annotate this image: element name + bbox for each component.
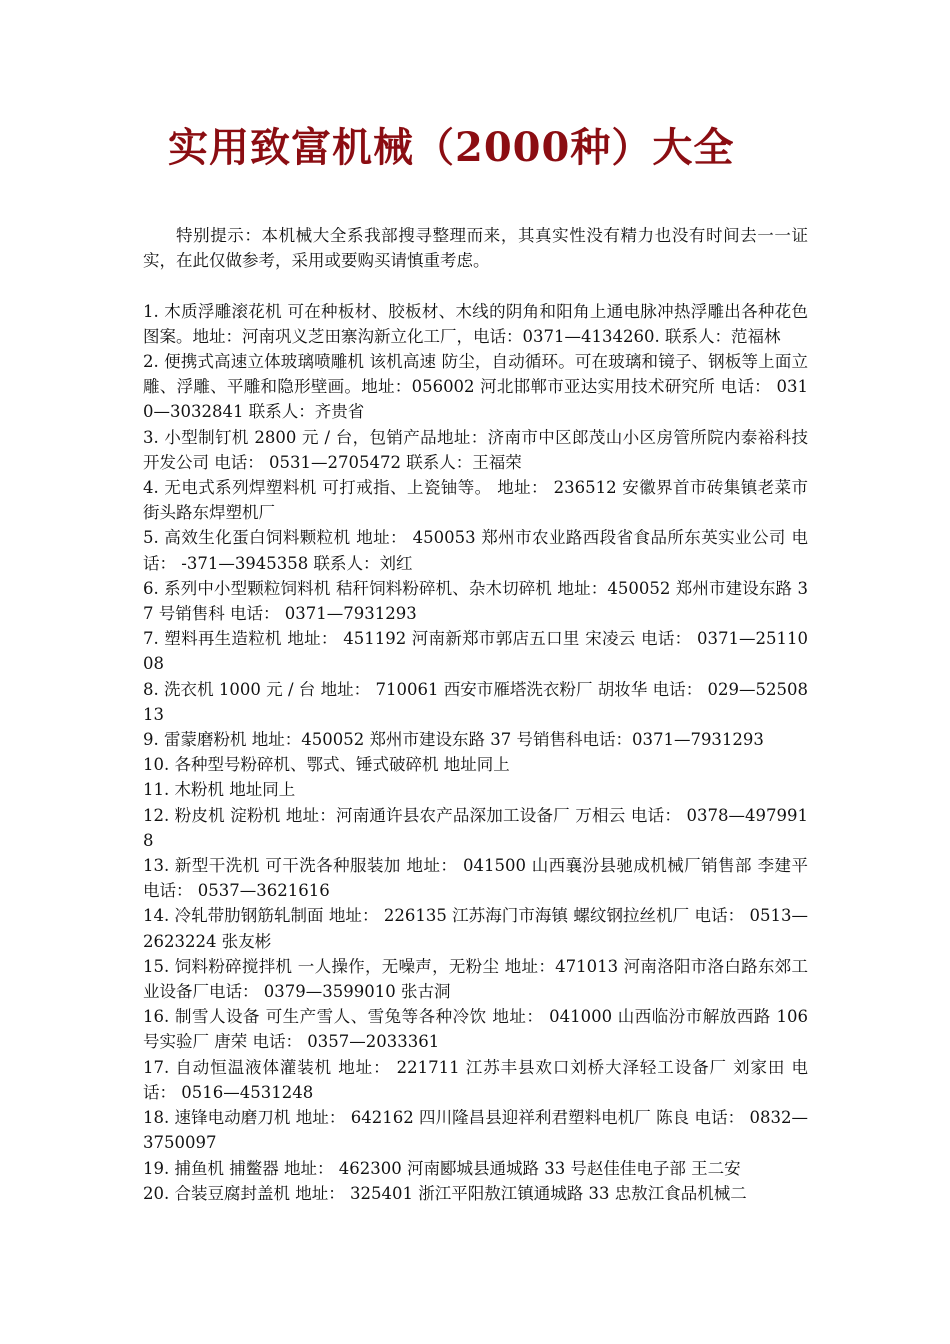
list-item: 10. 各种型号粉碎机、鄂式、锤式破碎机 地址同上 bbox=[143, 755, 510, 775]
list-item: 7. 塑料再生造粒机 地址： 451192 河南新郑市郭店五口里 宋凌云 电话： 0371—2511008 bbox=[143, 629, 808, 674]
document-title: 实用致富机械（2000种）大全 bbox=[168, 124, 735, 171]
list-item: 6. 系列中小型颗粒饲料机 秸秆饲料粉碎机、杂木切碎机 地址：450052 郑州市建设东路 37 号销售科 电话： 0371—7931293 bbox=[143, 578, 808, 624]
list-item: 4. 无电式系列焊塑料机 可打戒指、上瓷铀等。 地址： 236512 安徽界首市砖集镇老菜市街头路东焊塑机厂 bbox=[143, 478, 808, 523]
list-item: 12. 粉皮机 淀粉机 地址：河南通许县农产品深加工设备厂 万相云 电话： 0378—4979918 bbox=[143, 805, 808, 850]
list-item: 3. 小型制钉机 2800 元 / 台，包销产品地址：济南市中区郎茂山小区房管所院内泰裕科技开发公司 电话： 0531—2705472 联系人：王福荣 bbox=[143, 427, 808, 472]
list-item: 11. 木粉机 地址同上 bbox=[143, 780, 296, 800]
list-item: 5. 高效生化蛋白饲料颗粒机 地址： 450053 郑州市农业路西段省食品所东英实业公司 电话： -371—3945358 联系人：刘红 bbox=[143, 528, 808, 573]
document-body bbox=[143, 223, 808, 1206]
list-item: 13. 新型干洗机 可干洗各种服装加 地址： 041500 山西襄汾县驰成机械厂销售部 李建平 电话： 0537—3621616 bbox=[143, 856, 808, 901]
list-item: 14. 冷轧带肋钢筋轧制面 地址： 226135 江苏海门市海镇 螺纹钢拉丝机厂 电话： 0513—2623224 张友彬 bbox=[143, 906, 808, 951]
list-item: 20. 合装豆腐封盖机 地址： 325401 浙江平阳敖江镇通城路 33 忠敖江食品机械二 bbox=[143, 1183, 747, 1203]
list-item: 2. 便携式高速立体玻璃喷雕机 该机高速 防尘，自动循环。可在玻璃和镜子、钢板等上面立雕、浮雕、平雕和隐形壁画。地址：056002 河北邯郸市亚达实用技术研究所 电话： 0310—3032841 联系人：齐贵省 bbox=[143, 352, 808, 422]
list-item: 9. 雷蒙磨粉机 地址：450052 郑州市建设东路 37 号销售科电话：0371—7931293 bbox=[143, 730, 764, 750]
machine-list bbox=[143, 299, 808, 1206]
list-item: 8. 洗衣机 1000 元 / 台 地址： 710061 西安市雁塔洗衣粉厂 胡妆华 电话： 029—5250813 bbox=[143, 679, 808, 724]
paragraph-spacer bbox=[143, 273, 808, 298]
list-item: 1. 木质浮雕滚花机 可在种板材、胶板材、木线的阴角和阳角上通电脉冲热浮雕出各种花色图案。地址：河南巩义芝田寨沟新立化工厂，电话：0371—4134260. 联系人：范福林 bbox=[143, 301, 808, 346]
list-item: 19. 捕鱼机 捕鳖器 地址： 462300 河南郾城县通城路 33 号赵佳佳电子部 王二安 bbox=[143, 1158, 741, 1178]
list-item: 16. 制雪人设备 可生产雪人、雪兔等各种冷饮 地址： 041000 山西临汾市解放西路 106 号实验厂 唐荣 电话： 0357—2033361 bbox=[143, 1007, 808, 1052]
list-item: 15. 饲料粉碎搅拌机 一人操作，无噪声，无粉尘 地址：471013 河南洛阳市洛白路东郊工业设备厂电话： 0379—3599010 张古洞 bbox=[143, 956, 808, 1002]
notice-paragraph: 特别提示：本机械大全系我部搜寻整理而来，其真实性没有精力也没有时间去一一证实，在此仅做参考，采用或要购买请慎重考虑。 bbox=[143, 226, 808, 271]
list-item: 18. 速锋电动磨刀机 地址： 642162 四川隆昌县迎祥利君塑料电机厂 陈良 电话： 0832—3750097 bbox=[143, 1108, 808, 1153]
list-item: 17. 自动恒温液体灌装机 地址： 221711 江苏丰县欢口刘桥大泽轻工设备厂 刘家田 电话： 0516—4531248 bbox=[143, 1057, 808, 1102]
